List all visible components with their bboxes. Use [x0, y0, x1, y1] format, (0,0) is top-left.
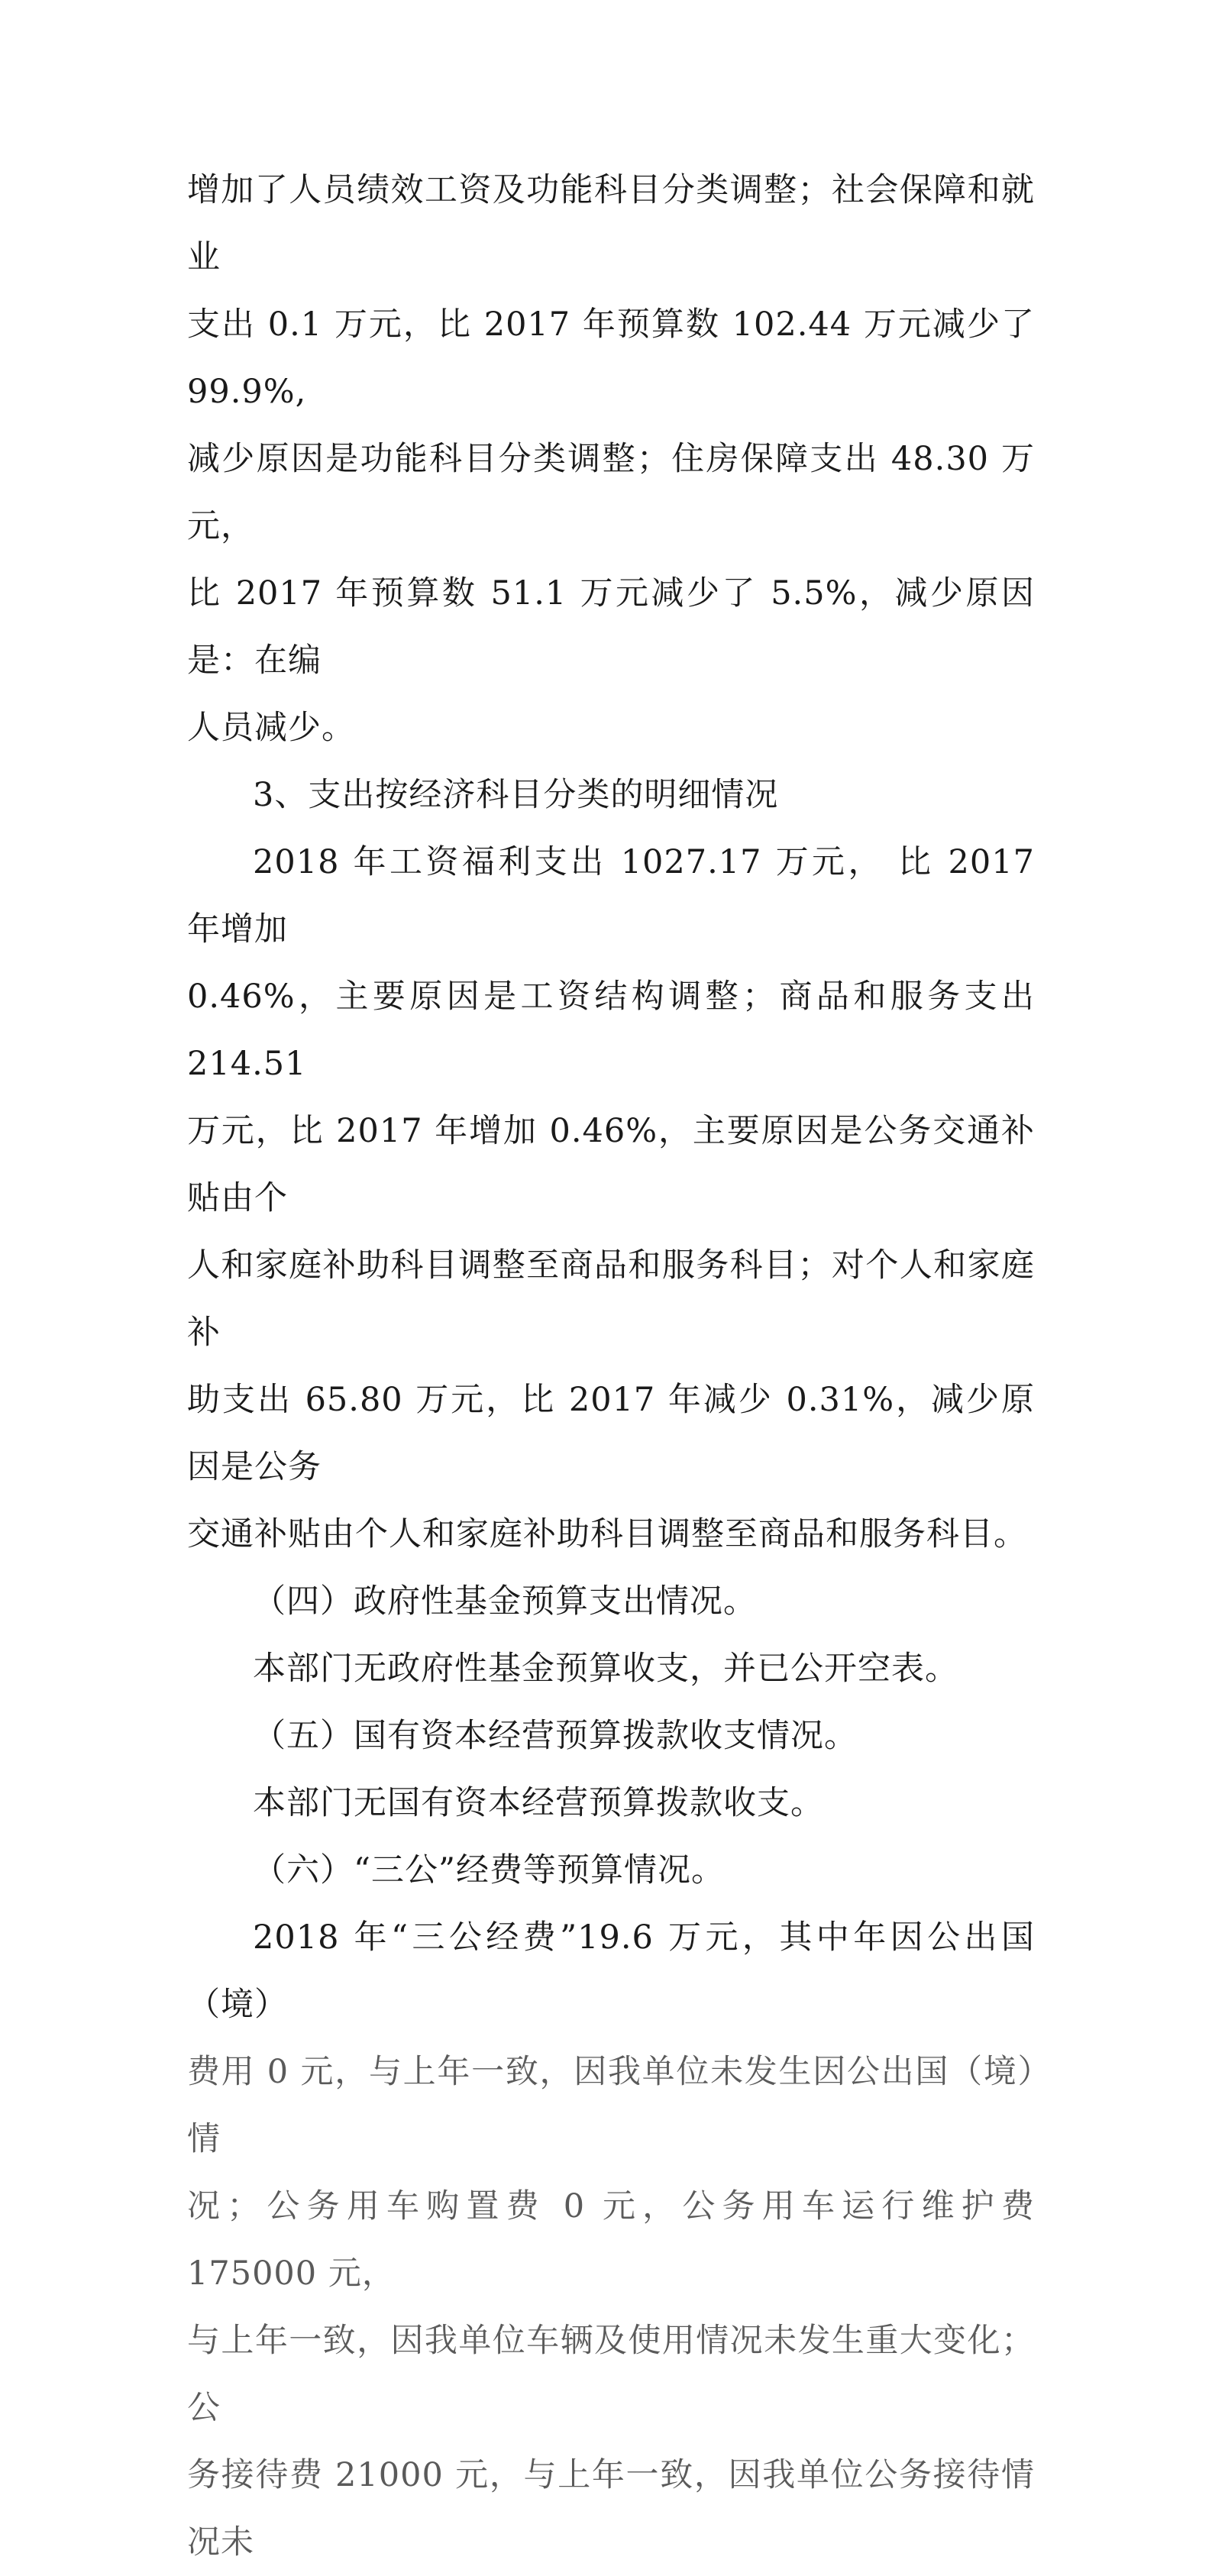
document-body [187, 157, 1035, 2576]
section-heading-state-capital: （五）国有资本经营预算拨款收支情况。 [253, 1717, 858, 1755]
section-heading-government-fund: （四）政府性基金预算支出情况。 [253, 1582, 757, 1621]
paragraph-capital-note: 本部门无国有资本经营预算拨款收支。 [253, 1784, 824, 1822]
three-public-line-4: 与上年一致，因我单位车辆及使用情况未发生重大变化；公 [187, 2322, 1035, 2427]
three-public-line-1: 2018 年“三公经费”19.6 万元，其中年因公出国（境） [187, 1918, 1035, 2024]
section-heading-economic-classification: 3、支出按经济科目分类的明细情况 [253, 776, 779, 814]
three-public-line-2: 费用 0 元，与上年一致，因我单位未发生因公出国（境）情 [187, 2053, 1035, 2158]
three-public-line-3: 况；公务用车购置费 0 元，公务用车运行维护费 175000 元， [187, 2187, 1035, 2293]
paragraph-fund-note: 本部门无政府性基金预算收支，并已公开空表。 [253, 1650, 958, 1688]
paragraph-economic-detail: 2018 年工资福利支出 1027.17 万元， 比 2017 年增加 0.46%，主要原因是工资结构调整；商品和服务支出 214.51 万元，比 2017 年增加 0.46%，主要原因是公务交通补贴由个 人和家庭补助科目调整至商品和服务科目；对个人和家庭补 助支出 65.80 万元，比 2017 年减少 0.31%，减少原因是公务 交通补贴由个人和家庭补助科目调整至商品和服务科目。 [187, 843, 1035, 1553]
section-heading-three-public-expenses: （六）“三公”经费等预算情况。 [253, 1851, 725, 1889]
paragraph-three-public-expenses [187, 1904, 1035, 2576]
three-public-line-5: 务接待费 21000 元，与上年一致，因我单位公务接待情况未 [187, 2456, 1035, 2561]
paragraph-continuation: 增加了人员绩效工资及功能科目分类调整；社会保障和就业 支出 0.1 万元，比 2017 年预算数 102.44 万元减少了 99.9%, 减少原因是功能科目分类调整；住房保障支出 48.30 万元， 比 2017 年预算数 51.1 万元减少了 5.5%，减少原因是：在编 人员减少。 [187, 171, 1035, 747]
